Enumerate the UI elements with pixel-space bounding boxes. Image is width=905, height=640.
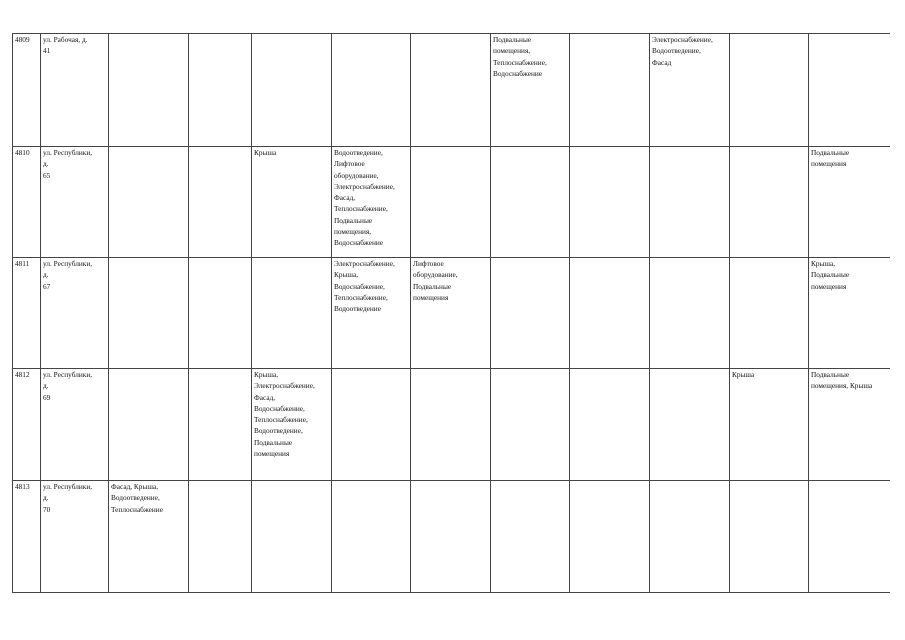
row-number-cell: 4813 [13,481,41,593]
works-cell [730,34,809,147]
cell-text-line: ул. Республики, [43,482,93,491]
table-row [13,147,890,258]
works-cell [650,34,730,147]
table-row [13,258,890,369]
works-cell [650,147,730,258]
works-cell [109,369,189,481]
works-cell [730,147,809,258]
cell-text-line: помещения [811,159,847,169]
table-row [13,369,890,481]
address-cell [41,481,109,593]
cell-text-line: Электроснабжение, [652,35,713,44]
works-cell [252,369,332,481]
address-cell [41,147,109,258]
works-cell [650,481,730,593]
works-cell [189,34,252,147]
works-cell [109,34,189,147]
works-cell [730,369,809,481]
address-cell [41,34,109,147]
cell-text-line: Подвальные [254,437,293,447]
cell-text-line: ул. Рабочая, д. [43,35,88,44]
works-cell [252,258,332,369]
works-cell [491,34,570,147]
cell-text-line: 69 [43,392,51,402]
works-cell [332,481,411,593]
cell-text-line: Крыша [732,370,755,379]
works-cell [411,258,491,369]
cell-text-line: Водоотведение, [254,426,303,436]
works-cell [809,34,890,147]
works-cell [730,258,809,369]
cell-text-line: помещения [254,449,290,459]
cell-text-line: Крыша, [334,270,359,280]
cell-text-line: помещения, Крыша [811,381,873,391]
cell-text-line: Подвальные [811,148,850,157]
cell-text-line: Крыша, [811,259,836,268]
address-cell [41,258,109,369]
cell-text-line: 67 [43,281,51,291]
row-number-cell: 4811 [13,258,41,369]
table-body [13,34,890,593]
works-cell [109,147,189,258]
cell-text-line: помещения [413,292,449,302]
works-cell [332,258,411,369]
works-cell [332,147,411,258]
cell-text-line: Водоснабжение, [254,403,305,413]
cell-text-line: Водоснабжение [493,68,542,78]
row-number-cell: 4810 [13,147,41,258]
table-row [13,481,890,593]
cell-text-line: Фасад, [334,193,356,203]
works-cell [491,258,570,369]
works-cell [109,258,189,369]
works-cell [411,369,491,481]
cell-text-line: Водоотведение, [652,46,701,56]
row-number-cell: 4809 [13,34,41,147]
cell-text-line: Подвальные [493,35,532,44]
cell-text-line: Электроснабжение, [334,181,395,191]
works-cell [252,147,332,258]
works-cell [491,481,570,593]
works-cell [252,34,332,147]
cell-text-line: Теплоснабжение [111,504,163,514]
works-cell [411,147,491,258]
cell-text-line: Теплоснабжение, [334,292,388,302]
works-cell [570,147,650,258]
cell-text-line: помещения, [334,227,372,237]
cell-text-line: Водоотведение [334,304,381,314]
works-cell [809,369,890,481]
cell-text-line: Фасад, Крыша, [111,482,159,491]
cell-text-line: помещения [811,281,847,291]
cell-text-line: Водоснабжение, [334,281,385,291]
works-cell [332,34,411,147]
works-cell [189,369,252,481]
address-cell [41,369,109,481]
cell-text-line: Подвальные [334,215,373,225]
cell-text-line: ул. Республики, [43,259,93,268]
cell-text-line: оборудование, [413,270,458,280]
cell-text-line: Водоотведение, [111,493,160,503]
cell-text-line: Теплоснабжение, [493,57,547,67]
cell-text-line: Крыша, [254,370,279,379]
works-cell [730,481,809,593]
cell-text-line: д. [43,381,49,391]
cell-text-line: помещения, [493,46,531,56]
cell-text-line: Водоотведение, [334,148,383,157]
row-number-cell: 4812 [13,369,41,481]
table-row [13,34,890,147]
cell-text-line: ул. Республики, [43,148,93,157]
cell-text-line: Подвальные [811,270,850,280]
cell-text-line: 70 [43,504,51,514]
cell-text-line: Фасад [652,57,672,67]
works-cell [570,34,650,147]
cell-text-line: Фасад, [254,392,276,402]
works-cell [189,147,252,258]
works-cell [411,34,491,147]
cell-text-line: Подвальные [413,281,452,291]
works-cell [491,369,570,481]
cell-text-line: 41 [43,46,51,56]
cell-text-line: д. [43,159,49,169]
cell-text-line: Лифтовое [334,159,365,169]
cell-text-line: Теплоснабжение, [254,415,308,425]
works-cell [650,258,730,369]
cell-text-line: Электроснабжение, [334,259,395,268]
works-cell [809,481,890,593]
works-schedule-table [12,33,890,593]
works-cell [109,481,189,593]
cell-text-line: Крыша [254,148,277,157]
works-cell [332,369,411,481]
works-cell [570,369,650,481]
cell-text-line: Электроснабжение, [254,381,315,391]
cell-text-line: Водоснабжение [334,238,383,248]
cell-text-line: оборудование, [334,170,379,180]
works-cell [252,481,332,593]
cell-text-line: Подвальные [811,370,850,379]
cell-text-line: ул. Республики, [43,370,93,379]
works-cell [189,481,252,593]
cell-text-line: Теплоснабжение, [334,204,388,214]
cell-text-line: Лифтовое [413,259,444,268]
works-cell [189,258,252,369]
works-cell [411,481,491,593]
works-cell [570,481,650,593]
works-cell [809,147,890,258]
works-cell [491,147,570,258]
works-cell [809,258,890,369]
cell-text-line: д. [43,493,49,503]
cell-text-line: 65 [43,170,51,180]
works-cell [650,369,730,481]
works-cell [570,258,650,369]
cell-text-line: д. [43,270,49,280]
